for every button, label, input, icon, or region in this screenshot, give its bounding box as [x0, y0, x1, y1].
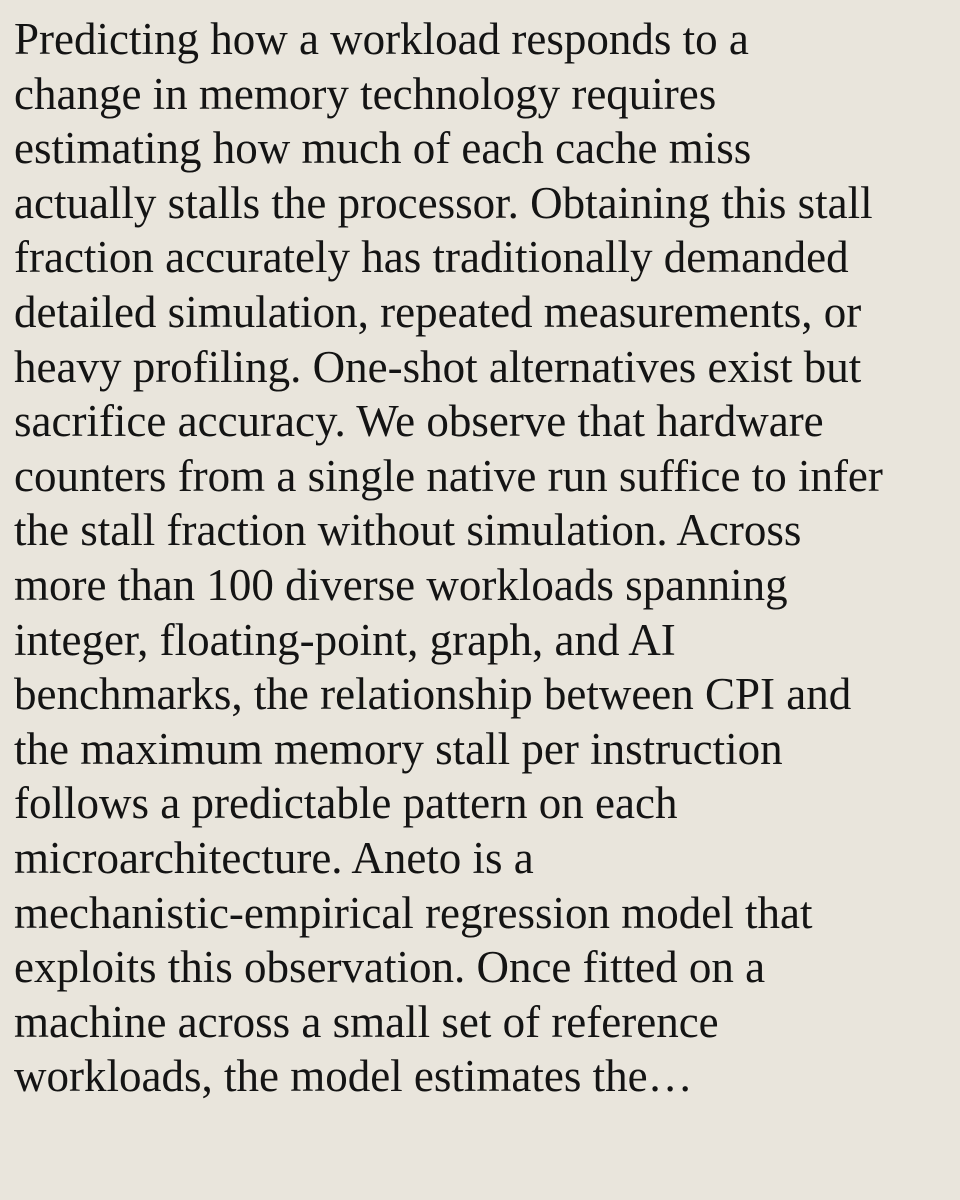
abstract-line: heavy profiling. One-shot alternatives exist but — [14, 341, 862, 392]
abstract-line: detailed simulation, repeated measurements, or — [14, 286, 862, 337]
abstract-line: benchmarks, the relationship between CPI and — [14, 669, 852, 720]
abstract-line: the maximum memory stall per instruction — [14, 723, 783, 774]
abstract-line: actually stalls the processor. Obtaining this stall — [14, 177, 873, 228]
abstract-line: the stall fraction without simulation. Across — [14, 505, 802, 556]
abstract-text — [14, 12, 954, 1104]
abstract-line: sacrifice accuracy. We observe that hardware — [14, 396, 824, 447]
abstract-line: Predicting how a workload responds to a — [14, 14, 749, 64]
abstract-line: more than 100 diverse workloads spanning — [14, 559, 788, 610]
abstract-line: integer, floating-point, graph, and AI — [14, 614, 676, 665]
abstract-line: machine across a small set of reference — [14, 996, 719, 1047]
abstract-line: estimating how much of each cache miss — [14, 123, 752, 174]
abstract-line: counters from a single native run suffice to infer — [14, 450, 883, 501]
abstract-line: workloads, the model estimates the… — [14, 1051, 693, 1102]
abstract-line: follows a predictable pattern on each — [14, 778, 678, 829]
abstract-line: microarchitecture. Aneto is a — [14, 832, 534, 883]
abstract-line: exploits this observation. Once fitted on a — [14, 942, 766, 993]
abstract-line: mechanistic-empirical regression model that — [14, 887, 813, 938]
abstract-line: fraction accurately has traditionally demanded — [14, 232, 849, 283]
abstract-line: change in memory technology requires — [14, 68, 717, 119]
